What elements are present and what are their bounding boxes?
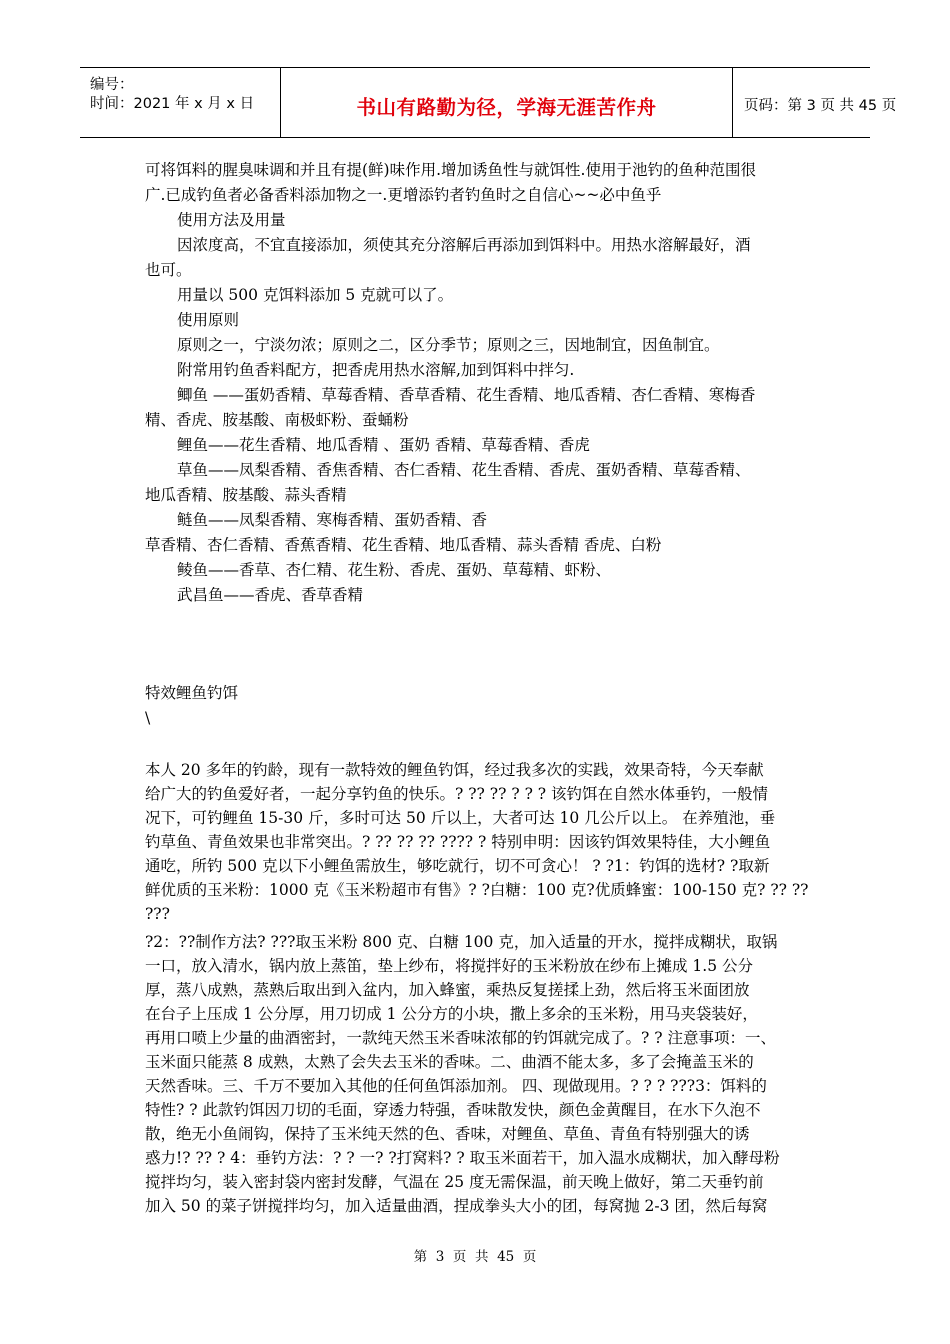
recipe-line: 武昌鱼——香虎、香草香精: [177, 586, 364, 604]
header-table: [80, 67, 897, 138]
body-line: 给广大的钓鱼爱好者，一起分享钓鱼的快乐。? ?? ?? ? ? ? 该钓饵在自然水体垂钓，一般情: [145, 785, 769, 803]
body-line: 用量以 500 克饵料添加 5 克就可以了。: [177, 286, 454, 304]
body-line: 在台子上压成 1 公分厚，用刀切成 1 公分方的小块，撒上多余的玉米粉，用马夹袋装好，: [145, 1005, 758, 1023]
body-line: 也可。: [145, 261, 192, 279]
body-line: 因浓度高，不宜直接添加，须使其充分溶解后再添加到饵料中。用热水溶解最好，酒: [177, 236, 751, 254]
header-motto-cell: [280, 68, 733, 137]
section-heading: 使用方法及用量: [177, 211, 286, 229]
recipe-line: 地瓜香精、胺基酸、蒜头香精: [145, 486, 347, 504]
body-line: 天然香味。三、千万不要加入其他的任何鱼饵添加剂。 四、现做现用。? ? ? ???3：饵料的: [145, 1077, 767, 1095]
body-line: 可将饵料的腥臭味调和并且有提(鲜)味作用.增加诱鱼性与就饵性.使用于池钓的鱼种范围很: [145, 161, 756, 179]
body-line: 再用口喷上少量的曲酒密封，一款纯天然玉米香味浓郁的钓饵就完成了。? ? 注意事项：一、: [145, 1029, 776, 1047]
recipe-line: 鲢鱼——凤梨香精、寒梅香精、蛋奶香精、香: [177, 511, 488, 529]
body-line: 原则之一，宁淡勿浓；原则之二，区分季节；原则之三，因地制宜，因鱼制宜。: [177, 336, 720, 354]
body-line: 搅拌均匀，装入密封袋内密封发酵，气温在 25 度无需保温，前天晚上做好，第二天垂钓前: [145, 1173, 764, 1191]
document-number-label: 编号：: [90, 77, 134, 93]
body-line: ???: [145, 905, 170, 923]
body-line: 广.已成钓鱼者必备香料添加物之一.更增添钓者钓鱼时之自信心~~必中鱼乎: [145, 186, 662, 204]
body-line: 加入 50 的菜子饼搅拌均匀，加入适量曲酒，捏成拳头大小的团，每窝抛 2-3 团，然后每窝: [145, 1197, 768, 1215]
body-line: 厚，蒸八成熟，蒸熟后取出到入盆内，加入蜂蜜，乘热反复搓揉上劲，然后将玉米面团放: [145, 981, 750, 999]
recipe-line: 鲮鱼——香草、杏仁精、花生粉、香虎、蛋奶、草莓精、虾粉、: [177, 561, 612, 579]
header-page-info: 页码：第 3 页 共 45 页: [744, 98, 897, 114]
body-line: 玉米面只能蒸 8 成熟，太熟了会失去玉米的香味。二、曲酒不能太多，多了会掩盖玉米的: [145, 1053, 754, 1071]
body-line: \: [145, 709, 151, 727]
recipe-line: 鲫鱼 ——蛋奶香精、草莓香精、香草香精、花生香精、地瓜香精、杏仁香精、寒梅香: [177, 386, 756, 404]
body-line: 惑力!? ?? ? 4：垂钓方法：? ? 一? ?打窝料? ? 取玉米面若干，加入温水成糊状，加入酵母粉: [145, 1149, 780, 1167]
page-footer: 第 3 页 共 45 页: [413, 1249, 537, 1265]
header-page-cell: [732, 68, 897, 137]
section-heading: 使用原则: [177, 311, 240, 329]
body-line: 附常用钓鱼香料配方，把香虎用热水溶解,加到饵料中拌匀.: [177, 361, 575, 379]
body-line: 本人 20 多年的钓龄，现有一款特效的鲤鱼钓饵，经过我多次的实践，效果奇特，今天奉献: [145, 761, 764, 779]
body-line: 特性? ? 此款钓饵因刀切的毛面，穿透力特强，香味散发快，颜色金黄醒目，在水下久泡不: [145, 1101, 761, 1119]
article-title: 特效鲤鱼钓饵: [145, 684, 239, 702]
body-line: 散，绝无小鱼闹钩，保持了玉米纯天然的色、香味，对鲤鱼、草鱼、青鱼有特别强大的诱: [145, 1125, 750, 1143]
recipe-line: 草香精、杏仁香精、香蕉香精、花生香精、地瓜香精、蒜头香精 香虎、白粉: [145, 536, 662, 554]
header-motto: 书山有路勤为径，学海无涯苦作舟: [356, 96, 657, 119]
body-line: 况下，可钓鲤鱼 15-30 斤，多时可达 50 斤以上，大者可达 10 几公斤以上。 在养殖池，垂: [145, 809, 776, 827]
recipe-line: 鲤鱼——花生香精、地瓜香精 、蛋奶 香精、草莓香精、香虎: [177, 436, 590, 454]
recipe-line: 精、香虎、胺基酸、南极虾粉、蚕蛹粉: [145, 411, 409, 429]
body-line: 钓草鱼、青鱼效果也非常突出。? ?? ?? ?? ???? ? 特别申明：因该钓饵效果特佳，大小鲤鱼: [145, 833, 771, 851]
body-line: 鲜优质的玉米粉：1000 克《玉米粉超市有售》? ?白糖：100 克?优质蜂蜜：100-150 克? ?? ??: [145, 881, 809, 899]
body-line: 通吃，所钓 500 克以下小鲤鱼需放生，够吃就行，切不可贪心！ ? ?1：钓饵的选材? ?取新: [145, 857, 770, 875]
body-line: ?2：??制作方法? ???取玉米粉 800 克、白糖 100 克，加入适量的开水，搅拌成糊状，取锅: [145, 933, 778, 951]
document-date: 时间：2021 年 x 月 x 日: [90, 96, 255, 112]
recipe-line: 草鱼——凤梨香精、香焦香精、杏仁香精、花生香精、香虎、蛋奶香精、草莓香精、: [177, 461, 751, 479]
header-meta-cell: [80, 68, 280, 137]
body-line: 一口，放入清水，锅内放上蒸笛，垫上纱布，将搅拌好的玉米粉放在纱布上摊成 1.5 公分: [145, 957, 754, 975]
